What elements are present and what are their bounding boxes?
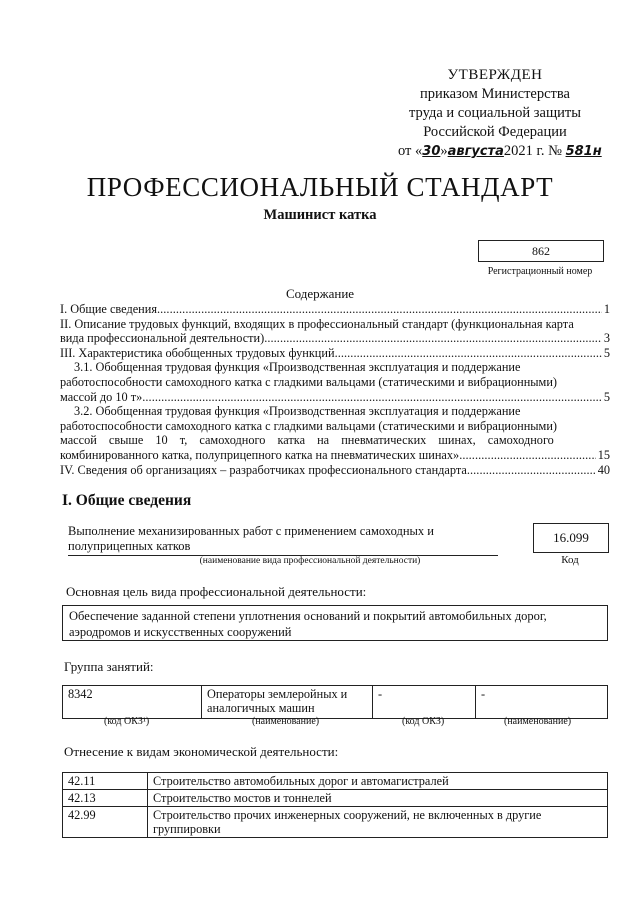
approval-line-1: приказом Министерства — [420, 86, 570, 102]
goal-text-line: аэродромов и искусственных сооружений — [69, 625, 292, 639]
activity-kind — [68, 524, 498, 556]
occupation-column-label: (наименование) — [504, 716, 572, 727]
occupation-column-label: (наименование) — [252, 716, 320, 727]
toc-item[interactable] — [60, 404, 610, 462]
approval-block — [380, 66, 610, 161]
toc-item-page: 40 — [597, 462, 610, 477]
toc-item[interactable] — [60, 463, 610, 478]
toc-item-text: комбинированного катка, полуприцепного катка на пневматических шинах» — [60, 447, 460, 462]
toc-item-text-line: 3.1. Обобщенная трудовая функция «Производственная эксплуатация и поддержание — [74, 360, 521, 375]
goal-label: Основная цель вида профессиональной деятельности: — [66, 584, 367, 599]
okz-name-cell — [202, 686, 373, 719]
date-prefix: от « — [398, 143, 423, 159]
approval-line-3: Российской Федерации — [423, 124, 567, 140]
okved-name-line: группировки — [153, 822, 221, 836]
toc-item-text: массой до 10 т» — [60, 389, 143, 404]
approval-order-line — [380, 142, 610, 161]
goal-text-line: Обеспечение заданной степени уплотнения оснований и покрытий автомобильных дорог, — [69, 609, 547, 623]
goal-box — [62, 605, 608, 641]
handwritten-month: августа — [447, 144, 504, 159]
okved-code-cell: 42.11 — [63, 773, 148, 790]
toc-item[interactable] — [60, 346, 610, 361]
activity-kind-label: (наименование вида профессиональной деятельности) — [199, 556, 421, 566]
econ-activity-table — [62, 772, 608, 838]
toc-item[interactable] — [60, 302, 610, 317]
toc-item[interactable] — [60, 360, 610, 404]
table-row — [63, 686, 608, 719]
date-mid: » — [440, 143, 448, 159]
activity-kind-line: Выполнение механизированных работ с применением самоходных и — [68, 524, 434, 538]
toc-item-page: 5 — [603, 389, 610, 404]
section-heading: I. Общие сведения — [62, 492, 192, 509]
toc-item-text-line: массой свыше 10 т, самоходного катка на пневматических шинах, самоходного — [60, 433, 554, 448]
toc-item-page: 5 — [603, 345, 610, 360]
activity-code-box: 16.099 — [533, 523, 609, 553]
toc-item-page: 3 — [603, 331, 610, 346]
okved-name-line: Строительство прочих инженерных сооружений, не включенных в другие — [153, 808, 542, 822]
toc-item-text: III. Характеристика обобщенных трудовых функций — [60, 345, 335, 360]
document-title: ПРОФЕССИОНАЛЬНЫЙ СТАНДАРТ — [86, 172, 554, 202]
handwritten-order-number: 581н — [565, 144, 602, 159]
okz-name-cell: - — [476, 686, 608, 719]
toc-item-page: 15 — [597, 447, 610, 462]
approval-line-2: труда и социальной защиты — [409, 105, 581, 121]
okz-code-cell: - — [373, 686, 476, 719]
toc-item-text-line: 3.2. Обобщенная трудовая функция «Производственная эксплуатация и поддержание — [74, 404, 521, 419]
toc-item-text-line: II. Описание трудовых функций, входящих в профессиональный стандарт (функциональная карта — [60, 316, 574, 331]
econ-activity-label: Отнесение к видам экономической деятельности: — [64, 744, 339, 759]
okved-name-cell — [148, 807, 608, 838]
toc-item-text: IV. Сведения об организациях – разработчиках профессионального стандарта — [60, 462, 467, 477]
toc-item-text: вида профессиональной деятельности) — [60, 331, 265, 346]
okz-name-line: аналогичных машин — [207, 701, 315, 715]
toc-heading: Содержание — [285, 286, 355, 301]
occupation-group-label: Группа занятий: — [64, 659, 154, 674]
toc-item-page: 1 — [603, 302, 610, 316]
occupation-table — [62, 685, 608, 719]
table-row — [63, 773, 608, 790]
activity-kind-line: полуприцепных катков — [68, 539, 191, 553]
okved-code-cell: 42.13 — [63, 790, 148, 807]
document-subtitle: Машинист катка — [263, 207, 377, 223]
toc-item[interactable] — [60, 317, 610, 346]
registration-number-label: Регистрационный номер — [487, 266, 593, 277]
toc-item-text: I. Общие сведения — [60, 302, 157, 316]
okved-name-cell: Строительство автомобильных дорог и автомагистралей — [148, 773, 608, 790]
toc-item-text-line: работоспособности самоходного катка с гладкими вальцами (статическими и вибрационными) — [60, 374, 558, 389]
okved-name-cell: Строительство мостов и тоннелей — [148, 790, 608, 807]
activity-code-label: Код — [561, 554, 579, 566]
okved-code-cell: 42.99 — [63, 807, 148, 838]
occupation-column-label: (код ОКЗ) — [402, 716, 445, 727]
toc-item-text-line: работоспособности самоходного катка с гладкими вальцами (статическими и вибрационными) — [60, 418, 558, 433]
registration-number-box: 862 — [478, 240, 604, 262]
table-row — [63, 790, 608, 807]
date-year: 2021 г. № — [503, 143, 562, 159]
handwritten-day: 30 — [422, 144, 441, 159]
occupation-column-label: (код ОКЗ¹) — [104, 716, 150, 727]
okz-name-line: Операторы землеройных и — [207, 687, 348, 701]
table-of-contents — [60, 302, 610, 477]
table-row — [63, 807, 608, 838]
okz-code-cell: 8342 — [63, 686, 202, 719]
approval-heading: УТВЕРЖДЕН — [447, 67, 543, 83]
